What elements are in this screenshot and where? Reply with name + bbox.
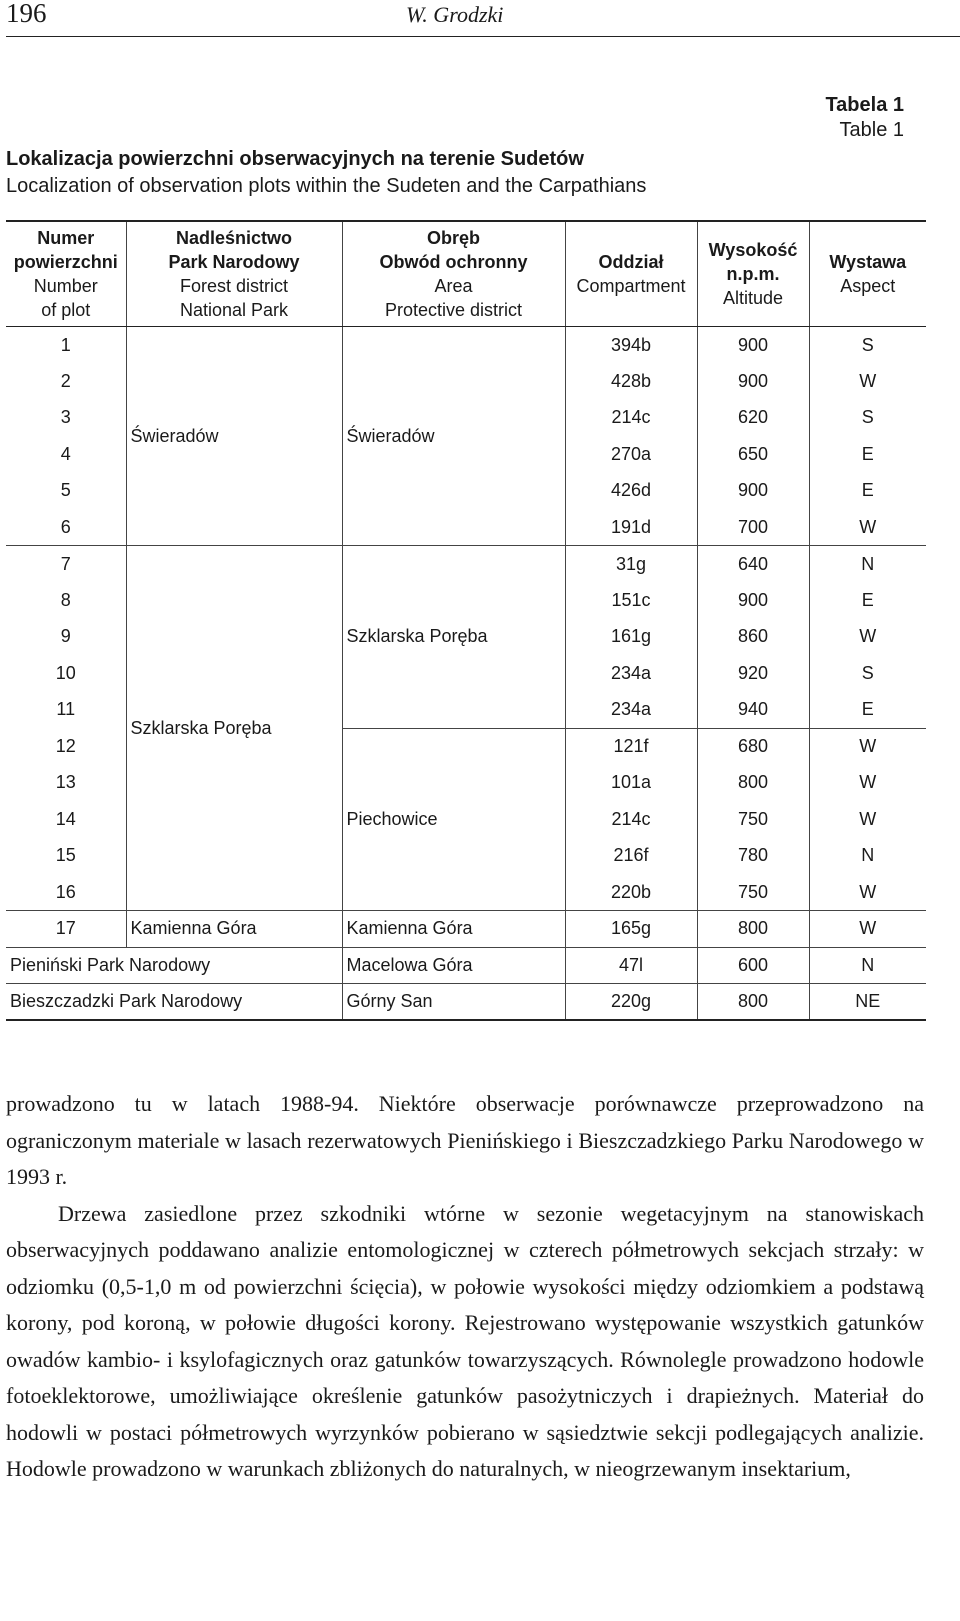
compartment-cell: 191d (565, 509, 697, 546)
aspect-cell: NE (809, 984, 926, 1021)
altitude-cell: 900 (697, 327, 809, 364)
altitude-cell: 800 (697, 984, 809, 1021)
altitude-cell: 940 (697, 692, 809, 729)
table-caption (6, 146, 646, 200)
compartment-cell: 428b (565, 363, 697, 400)
altitude-cell: 900 (697, 582, 809, 619)
plot-number: 15 (55, 845, 76, 866)
aspect-cell: S (809, 655, 926, 692)
altitude-cell: 780 (697, 838, 809, 875)
compartment-cell: 394b (565, 327, 697, 364)
running-head (6, 0, 960, 37)
compartment-cell: 234a (565, 692, 697, 729)
plot-number: 12 (55, 735, 76, 756)
compartment-cell: 214c (565, 400, 697, 437)
district-cell: Pieniński Park Narodowy (6, 947, 342, 984)
aspect-cell: W (809, 728, 926, 765)
compartment-cell: 216f (565, 838, 697, 875)
plot-number: 4 (60, 443, 71, 464)
plots-table (6, 220, 926, 1021)
plot-number: 2 (60, 370, 71, 391)
header-district: Nadleśnictwo Park Narodowy Forest district National Park (126, 221, 342, 327)
compartment-cell: 270a (565, 436, 697, 473)
altitude-cell: 750 (697, 801, 809, 838)
paragraph: Drzewa zasiedlone przez szkodniki wtórne w sezonie wegetacyjnym na stanowiskach obserwacyjnych poddawano analizie entomologicznej w czterech półmetrowych sekcjach strzały: w odziomku (0,5-1,0 m od powierzchni ścięcia), w połowie wysokości między odziomkiem a podstawą korony, pod koroną, w połowie długości korony. Rejestrowano występowanie wszystkich gatunków owadów kambio- i ksylofagicznych oraz gatunków towarzyszących. Równolegle prowadzono hodowle fotoeklektorowe, umożliwiające określenie gatunków pasożytniczych i drapieżnych. Materiał do hodowli w postaci półmetrowych wyrzynków pobierano w sąsiedztwie sekcji podlegających analizie. Hodowle prowadzono w warunkach zbliżonych do naturalnych, w nieogrzewanym insektarium, (6, 1200, 924, 1481)
plot-number: 14 (55, 808, 76, 829)
plot-number: 16 (55, 881, 76, 902)
district-cell: Świeradów (126, 327, 342, 546)
compartment-cell: 165g (565, 911, 697, 948)
area-cell: Świeradów (342, 327, 565, 546)
aspect-cell: W (809, 801, 926, 838)
compartment-cell: 220g (565, 984, 697, 1021)
district-cell: Szklarska Poręba (126, 546, 342, 911)
aspect-cell: N (809, 838, 926, 875)
district-cell: Kamienna Góra (126, 911, 342, 948)
plot-number: 10 (55, 662, 76, 683)
plot-number: 8 (60, 589, 71, 610)
area-cell: Piechowice (342, 728, 565, 911)
compartment-cell: 214c (565, 801, 697, 838)
aspect-cell: W (809, 765, 926, 802)
aspect-cell: W (809, 509, 926, 546)
plot-number: 5 (60, 480, 71, 501)
compartment-cell: 234a (565, 655, 697, 692)
area-cell: Górny San (342, 984, 565, 1021)
header-area: Obręb Obwód ochronny Area Protective district (342, 221, 565, 327)
altitude-cell: 800 (697, 911, 809, 948)
header-aspect: Wystawa Aspect (809, 221, 926, 327)
plot-number: 11 (56, 699, 76, 720)
altitude-cell: 650 (697, 436, 809, 473)
plot-number: 3 (60, 407, 71, 428)
district-cell: Bieszczadzki Park Narodowy (6, 984, 342, 1021)
plot-number: 17 (6, 911, 126, 948)
header-altitude: Wysokość n.p.m. Altitude (697, 221, 809, 327)
header-compartment: Oddział Compartment (565, 221, 697, 327)
altitude-cell: 640 (697, 546, 809, 583)
table-header-row (6, 221, 926, 327)
table-label (825, 93, 904, 143)
aspect-cell: W (809, 363, 926, 400)
plot-number: 6 (60, 516, 71, 537)
area-cell: Szklarska Poręba (342, 546, 565, 729)
paragraph: prowadzono tu w latach 1988-94. Niektóre obserwacje porównawcze przeprowadzono na ograniczonym materiale w lasach rezerwatowych Pienińskiego i Bieszczadzkiego Parku Narodowego w 1993 r. (6, 1091, 924, 1189)
altitude-cell: 620 (697, 400, 809, 437)
page-number: 196 (6, 0, 47, 28)
area-cell: Kamienna Góra (342, 911, 565, 948)
compartment-cell: 151c (565, 582, 697, 619)
table-label-pl: Tabela 1 (825, 94, 904, 116)
compartment-cell: 121f (565, 728, 697, 765)
aspect-cell: W (809, 874, 926, 911)
altitude-cell: 680 (697, 728, 809, 765)
header-plot: Numer powierzchni Number of plot (6, 221, 126, 327)
altitude-cell: 800 (697, 765, 809, 802)
aspect-cell: N (809, 546, 926, 583)
aspect-cell: E (809, 692, 926, 729)
compartment-cell: 161g (565, 619, 697, 656)
plot-number: 7 (6, 546, 126, 583)
plot-number: 9 (60, 626, 71, 647)
aspect-cell: S (809, 327, 926, 364)
aspect-cell: N (809, 947, 926, 984)
altitude-cell: 700 (697, 509, 809, 546)
running-head-author: W. Grodzki (406, 2, 504, 27)
altitude-cell: 600 (697, 947, 809, 984)
plot-number: 13 (55, 772, 76, 793)
compartment-cell: 101a (565, 765, 697, 802)
aspect-cell: E (809, 436, 926, 473)
caption-pl: Lokalizacja powierzchni obserwacyjnych na terenie Sudetów (6, 148, 584, 170)
compartment-cell: 426d (565, 473, 697, 510)
table-row (6, 546, 926, 583)
aspect-cell: E (809, 473, 926, 510)
compartment-cell: 47l (565, 947, 697, 984)
altitude-cell: 860 (697, 619, 809, 656)
aspect-cell: W (809, 619, 926, 656)
altitude-cell: 750 (697, 874, 809, 911)
body-text (6, 1086, 924, 1488)
aspect-cell: W (809, 911, 926, 948)
altitude-cell: 900 (697, 363, 809, 400)
plot-number: 1 (60, 334, 71, 355)
table-row (6, 911, 926, 948)
area-cell: Macelowa Góra (342, 947, 565, 984)
aspect-cell: S (809, 400, 926, 437)
altitude-cell: 900 (697, 473, 809, 510)
table-row (6, 327, 926, 364)
altitude-cell: 920 (697, 655, 809, 692)
compartment-cell: 220b (565, 874, 697, 911)
aspect-cell: E (809, 582, 926, 619)
table-row (6, 947, 926, 984)
table-row (6, 984, 926, 1021)
caption-en: Localization of observation plots within the Sudeten and the Carpathians (6, 175, 647, 197)
compartment-cell: 31g (565, 546, 697, 583)
table-label-en: Table 1 (839, 119, 904, 141)
